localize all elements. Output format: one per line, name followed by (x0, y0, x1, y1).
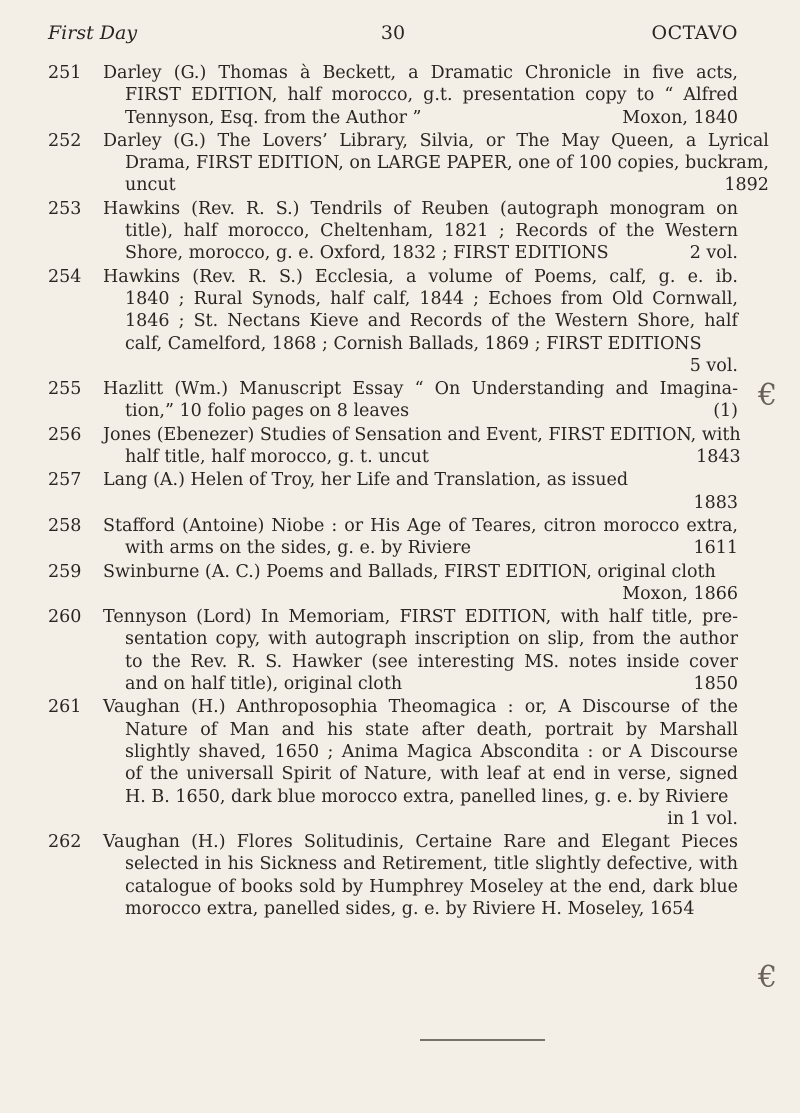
description-line: Shore, morocco, g. e. Oxford, 1832 ; FIRST EDITIONS 2 vol. (125, 243, 738, 264)
lot-entry (48, 515, 738, 560)
margin-mark: € (758, 960, 778, 995)
section-rule (420, 1039, 545, 1041)
lot-number: 255 (48, 379, 82, 400)
lot-entry (48, 469, 738, 514)
description-line: Tennyson, Esq. from the Author ” Moxon, 1840 (125, 107, 738, 128)
lot-entry (48, 696, 738, 830)
page-header (48, 22, 738, 50)
description-line: slightly shaved, 1650 ; Anima Magica Abscondita : or A Discourse (125, 741, 738, 762)
description-line: Lang (A.) Helen of Troy, her Life and Translation, as issued (103, 470, 629, 491)
lot-entry (48, 561, 738, 606)
lot-entry (48, 62, 738, 129)
description-line: morocco extra, panelled sides, g. e. by Riviere H. Moseley, 1654 (125, 898, 695, 919)
description-line: Stafford (Antoine) Niobe : or His Age of Teares, citron morocco extra, (103, 515, 738, 536)
lot-entry (48, 606, 738, 695)
lot-number: 261 (48, 697, 82, 718)
margin-mark: € (758, 378, 778, 413)
description-line: with arms on the sides, g. e. by Riviere 1611 (125, 538, 738, 559)
description-line: Swinburne (A. C.) Poems and Ballads, FIRST EDITION, original cloth (103, 561, 716, 582)
lot-description (103, 424, 741, 469)
lot-description (103, 606, 738, 695)
lot-description (103, 266, 738, 377)
lot-description (103, 198, 738, 265)
lot-description (103, 469, 738, 514)
lot-list (48, 62, 769, 921)
lot-number: 254 (48, 266, 82, 287)
page-number: 30 (380, 22, 406, 44)
description-line: 1846 ; St. Nectans Kieve and Records of the Western Shore, half (125, 311, 738, 332)
imprint-date: 5 vol. (689, 355, 738, 376)
imprint-date: 1850 (693, 674, 738, 695)
lot-description (103, 62, 738, 129)
day-heading: First Day (48, 22, 138, 44)
lot-entry (48, 831, 738, 920)
imprint-date: in 1 vol. (667, 808, 738, 829)
lot-number: 259 (48, 561, 82, 582)
description-line: calf, Camelford, 1868 ; Cornish Ballads, 1869 ; FIRST EDITIONS (125, 333, 702, 354)
lot-description (103, 561, 738, 606)
description-line: catalogue of books sold by Humphrey Moseley at the end, dark blue (125, 876, 738, 897)
description-line: Hazlitt (Wm.) Manuscript Essay “ On Understanding and Imagina- (103, 379, 738, 400)
lot-number: 253 (48, 198, 82, 219)
lot-number: 258 (48, 515, 82, 536)
description-line: Vaughan (H.) Anthroposophia Theomagica : or, A Discourse of the (103, 697, 738, 718)
lot-entry (48, 198, 738, 265)
description-line: uncut 1892 (125, 175, 769, 196)
imprint-date: 1883 (693, 492, 738, 513)
description-line: H. B. 1650, dark blue morocco extra, panelled lines, g. e. by Riviere (125, 786, 729, 807)
lot-entry (48, 378, 738, 423)
lot-description (103, 130, 769, 197)
imprint-date: (1) (713, 401, 738, 422)
description-line: Vaughan (H.) Flores Solitudinis, Certaine Rare and Elegant Pieces (103, 832, 738, 853)
description-line: Drama, FIRST EDITION, on LARGE PAPER, one of 100 copies, buckram, (125, 153, 769, 174)
description-line: of the universall Spirit of Nature, with leaf at end in verse, signed (125, 764, 738, 785)
lot-entry (48, 424, 741, 469)
lot-description (103, 378, 738, 423)
description-line: selected in his Sickness and Retirement, title slightly defective, with (125, 854, 738, 875)
description-line: tion,” 10 folio pages on 8 leaves (1) (125, 401, 738, 422)
lot-description (103, 831, 738, 920)
lot-description (103, 515, 738, 560)
imprint-date: Moxon, 1840 (622, 107, 738, 128)
imprint-date: 1611 (693, 538, 738, 559)
description-line: and on half title), original cloth 1850 (125, 674, 738, 695)
lot-entry (48, 130, 769, 197)
imprint-date: 1843 (696, 447, 741, 468)
imprint-date: Moxon, 1866 (622, 583, 738, 604)
format-heading: OCTAVO (651, 22, 738, 44)
lot-number: 252 (48, 130, 82, 151)
description-line: Tennyson (Lord) In Memoriam, FIRST EDITION, with half title, pre- (103, 607, 738, 628)
description-line: Nature of Man and his state after death, portrait by Marshall (125, 719, 738, 740)
lot-entry (48, 266, 738, 377)
description-line: FIRST EDITION, half morocco, g.t. presentation copy to “ Alfred (125, 85, 738, 106)
lot-number: 251 (48, 63, 82, 83)
description-line: 1840 ; Rural Synods, half calf, 1844 ; Echoes from Old Cornwall, (125, 288, 738, 309)
imprint-date: 1892 (724, 175, 769, 196)
description-line: Jones (Ebenezer) Studies of Sensation and Event, FIRST EDITION, with (103, 424, 741, 445)
lot-number: 260 (48, 607, 82, 628)
description-line: sentation copy, with autograph inscription on slip, from the author (125, 629, 738, 650)
description-line: title), half morocco, Cheltenham, 1821 ; Records of the Western (125, 221, 738, 242)
description-line: Darley (G.) Thomas à Beckett, a Dramatic Chronicle in five acts, (103, 63, 738, 83)
lot-number: 257 (48, 470, 82, 491)
description-line: Hawkins (Rev. R. S.) Ecclesia, a volume of Poems, calf, g. e. ib. (103, 266, 738, 287)
lot-description (103, 696, 738, 830)
description-line: Darley (G.) The Lovers’ Library, Silvia, or The May Queen, a Lyrical (103, 130, 769, 151)
imprint-date: 2 vol. (689, 243, 738, 264)
description-line: to the Rev. R. S. Hawker (see interesting MS. notes inside cover (125, 651, 738, 672)
description-line: half title, half morocco, g. t. uncut 1843 (125, 447, 741, 468)
description-line: Hawkins (Rev. R. S.) Tendrils of Reuben (autograph monogram on (103, 198, 738, 219)
lot-number: 262 (48, 832, 82, 853)
lot-number: 256 (48, 424, 82, 445)
